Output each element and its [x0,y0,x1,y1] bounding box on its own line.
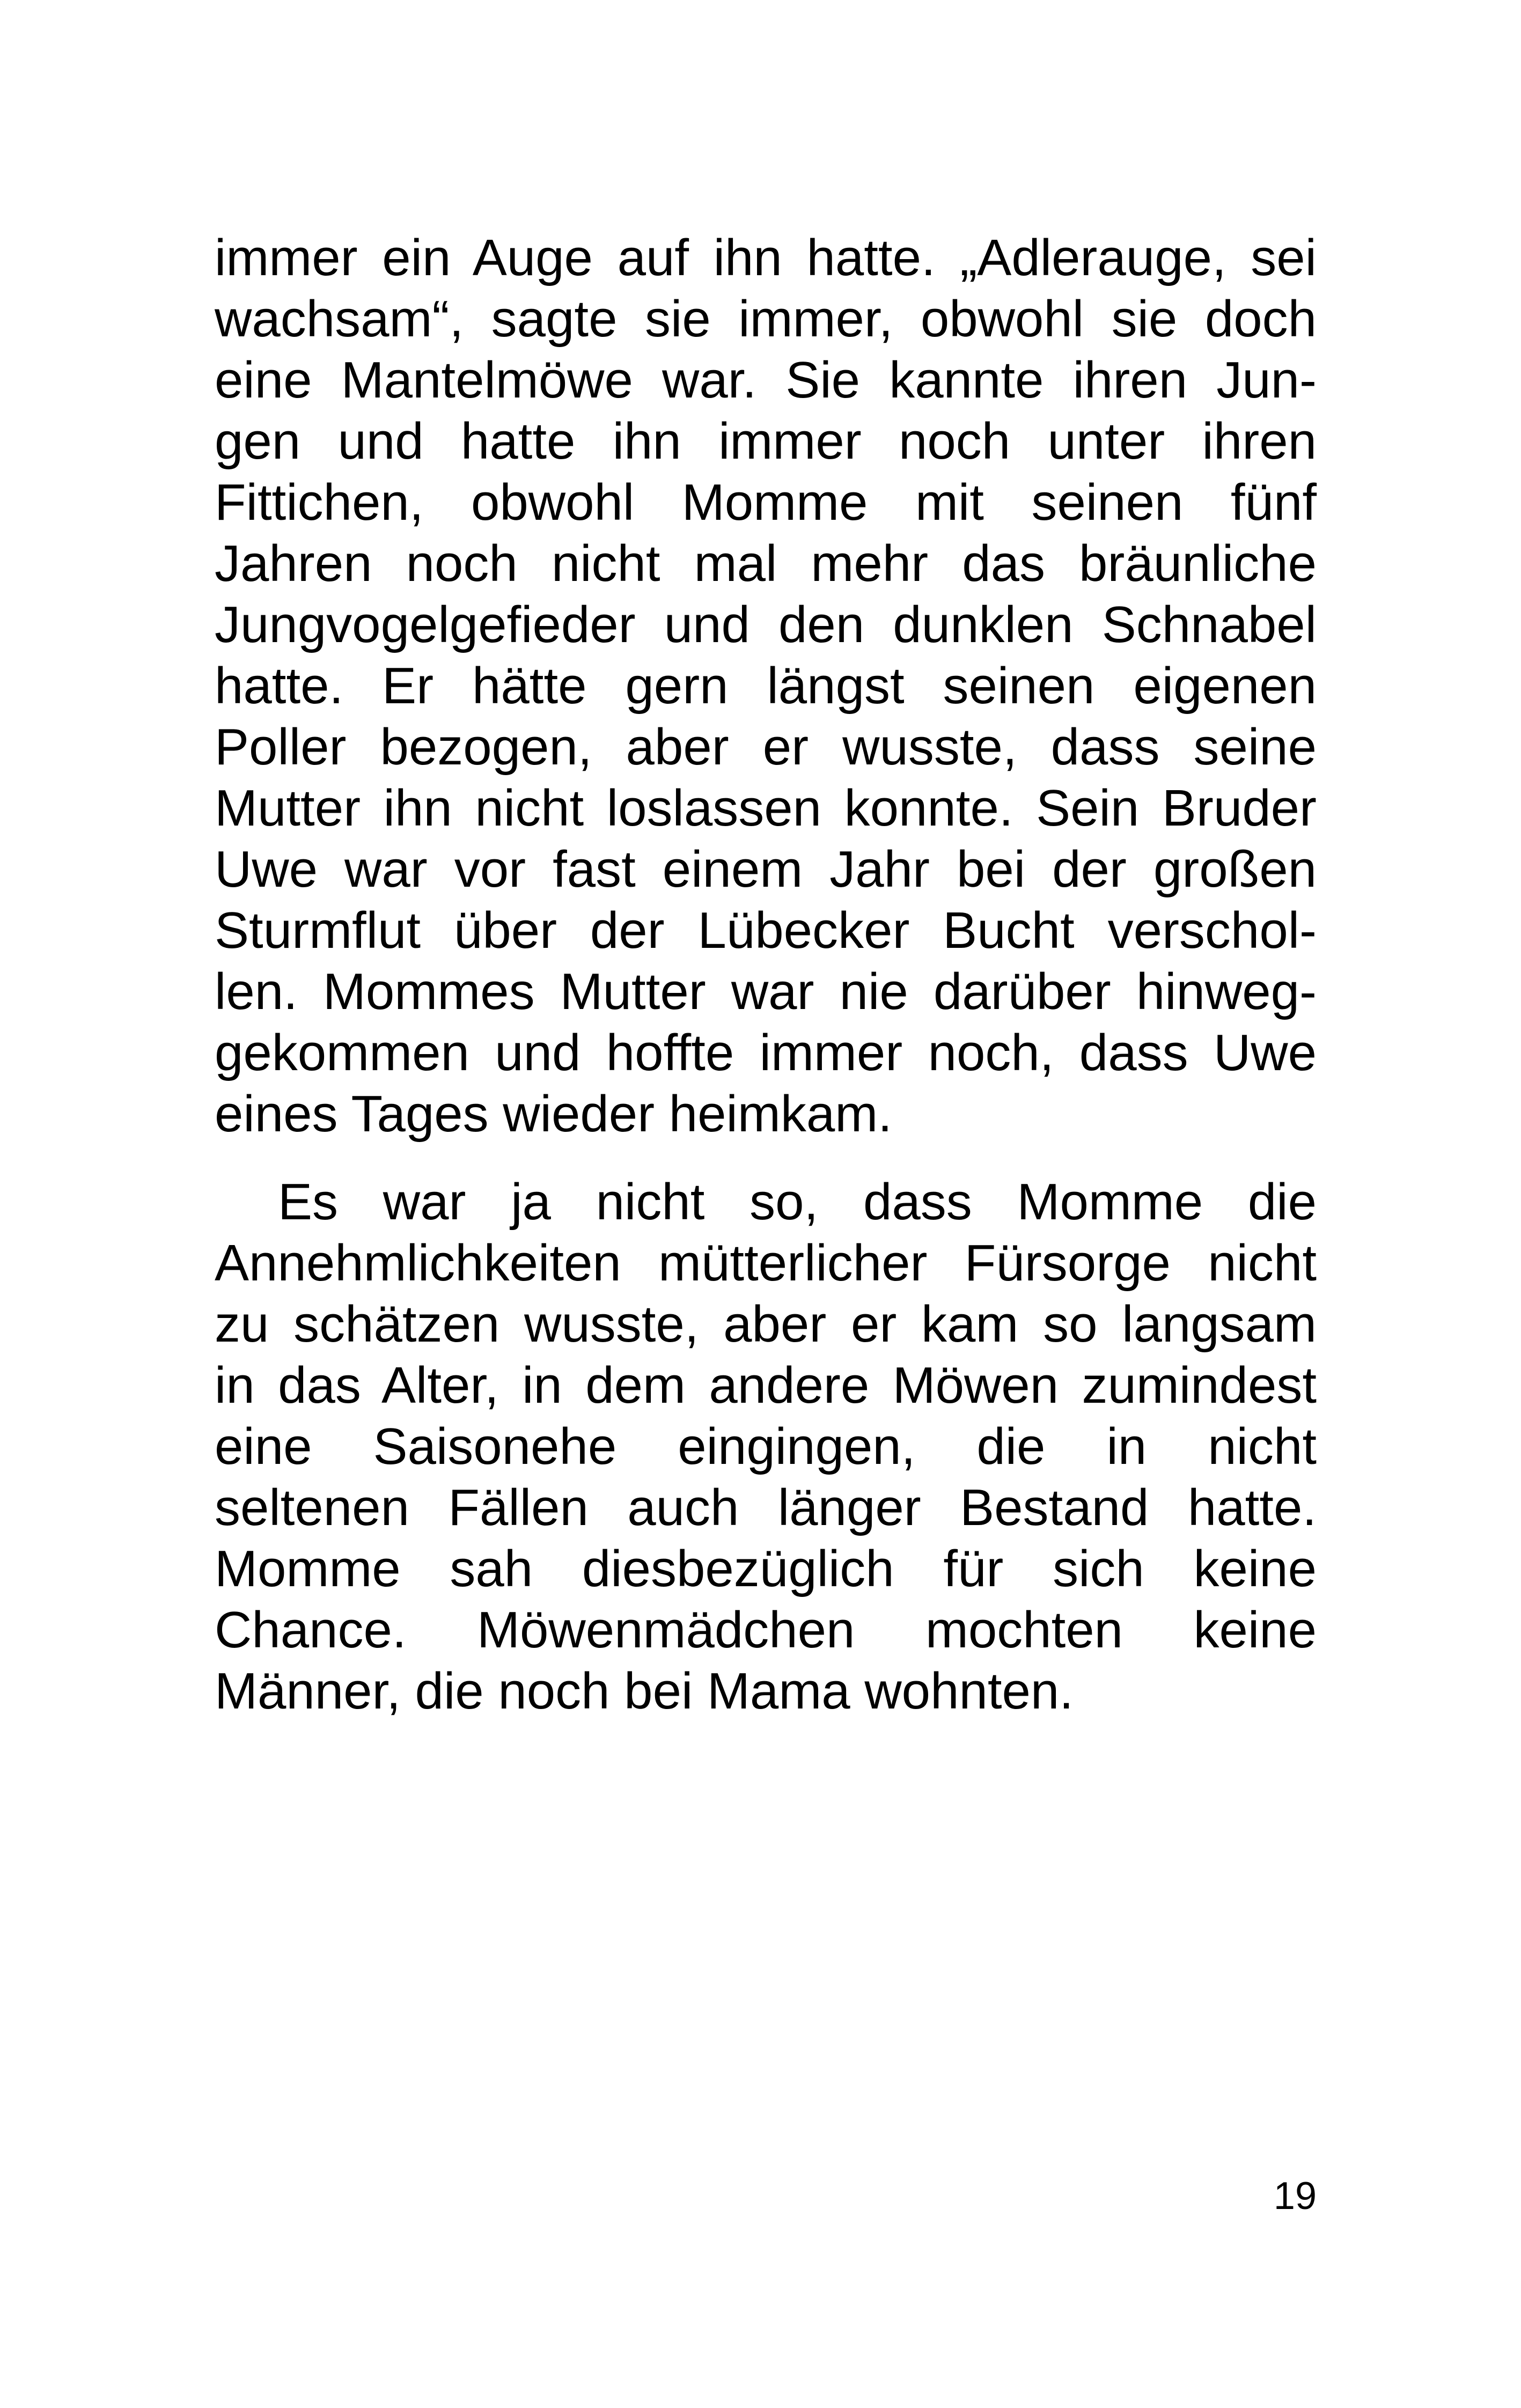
text-line: Chance. Möwenmädchen mochten keine [215,1601,1317,1659]
text-line: Fittichen, obwohl Momme mit seinen fünf [215,474,1317,531]
text-line: zu schätzen wusste, aber er kam so langsam [215,1295,1317,1353]
text-line: Jahren noch nicht mal mehr das bräunliche [215,535,1317,592]
text-line: Momme sah diesbezüglich für sich keine [215,1540,1317,1597]
text-line: hatte. Er hätte gern längst seinen eigenen [215,657,1317,715]
page-number: 19 [1273,2175,1317,2218]
body-text [215,227,1317,1722]
text-line: len. Mommes Mutter war nie darüber hinweg- [215,963,1317,1020]
text-line: in das Alter, in dem andere Möwen zumindest [215,1357,1317,1414]
text-line: gen und hatte ihn immer noch unter ihren [215,413,1317,470]
text-line: Poller bezogen, aber er wusste, dass seine [215,718,1317,776]
text-line: immer ein Auge auf ihn hatte. „Adlerauge, sei [215,229,1317,286]
text-line: Mutter ihn nicht loslassen konnte. Sein Bruder [215,779,1317,837]
paragraph-spacer [215,1145,1317,1172]
text-line: eine Saisonehe eingingen, die in nicht [215,1418,1317,1475]
text-line: wachsam“, sagte sie immer, obwohl sie doch [215,290,1317,348]
text-line: Es war ja nicht so, dass Momme die [278,1173,1317,1231]
text-line: gekommen und hoffte immer noch, dass Uwe [215,1024,1317,1081]
text-line: Sturmflut über der Lübecker Bucht verschol- [215,902,1317,959]
text-line: seltenen Fällen auch länger Bestand hatte. [215,1479,1317,1536]
text-line: eine Mantelmöwe war. Sie kannte ihren Jun- [215,351,1317,409]
text-line: Uwe war vor fast einem Jahr bei der großen [215,841,1317,898]
text-line: Jungvogelgefieder und den dunklen Schnabel [215,596,1317,653]
text-line: Annehmlichkeiten mütterlicher Fürsorge nicht [215,1234,1317,1292]
paragraph-2 [215,1172,1317,1722]
text-line: Männer, die noch bei Mama wohnten. [215,1662,1074,1720]
paragraph-1 [215,227,1317,1145]
text-line: eines Tages wieder heimkam. [215,1085,892,1143]
